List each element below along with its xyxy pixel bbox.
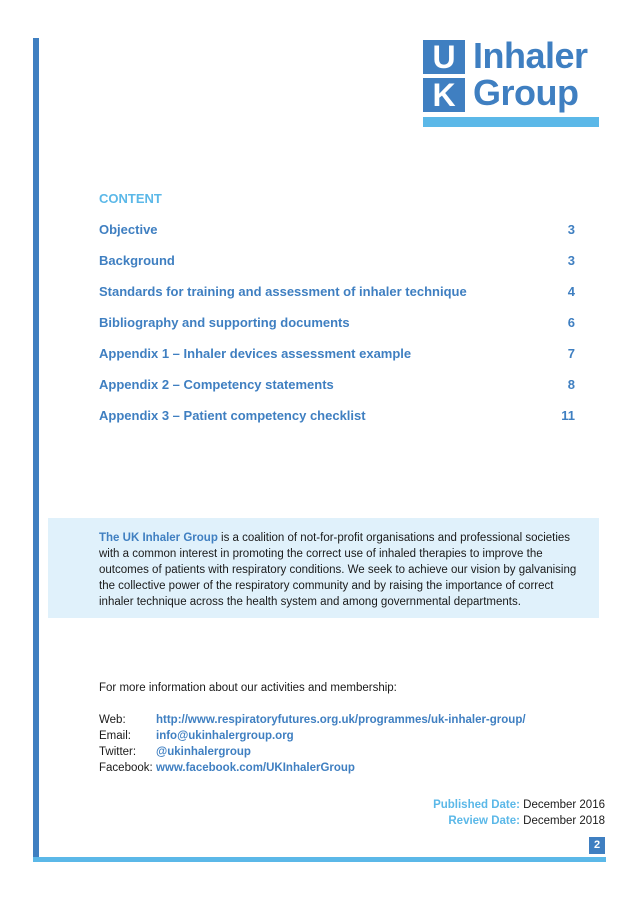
toc-item-title: Background (99, 253, 175, 268)
toc-item-page: 3 (567, 253, 575, 268)
toc-item-standards[interactable] (99, 284, 575, 315)
review-date-label: Review Date: (448, 815, 520, 827)
toc-item-objective[interactable] (99, 222, 575, 253)
contact-row-facebook (99, 760, 526, 776)
more-info-text: For more information about our activities and membership: (99, 682, 397, 694)
contact-label: Facebook: (99, 762, 153, 774)
published-date-label: Published Date: (433, 799, 520, 811)
toc-item-title: Appendix 1 – Inhaler devices assessment example (99, 346, 412, 361)
twitter-link[interactable]: @ukinhalergroup (156, 746, 251, 758)
logo-letter-k: K (423, 78, 465, 112)
toc-item-title: Objective (99, 222, 158, 237)
toc-item-page: 3 (567, 222, 575, 237)
logo-word-inhaler: Inhaler (473, 35, 588, 76)
document-dates (433, 797, 605, 829)
toc-item-background[interactable] (99, 253, 575, 284)
contact-row-web (99, 712, 526, 728)
toc-item-appendix-2[interactable] (99, 377, 575, 408)
toc-item-appendix-1[interactable] (99, 346, 575, 377)
left-accent-bar (33, 38, 39, 858)
toc-item-page: 11 (561, 408, 575, 423)
published-date-value: December 2016 (519, 799, 605, 811)
toc-item-page: 6 (567, 315, 575, 330)
logo-uk-boxes (423, 40, 465, 116)
toc-item-title: Appendix 2 – Competency statements (99, 377, 334, 392)
email-link[interactable]: info@ukinhalergroup.org (156, 730, 294, 742)
toc-item-page: 8 (567, 377, 575, 392)
toc-item-page: 7 (567, 346, 575, 361)
table-of-contents (99, 222, 575, 439)
contact-label: Web: (99, 714, 126, 726)
toc-item-page: 4 (567, 284, 575, 299)
logo-underline-bar (423, 117, 599, 127)
logo-wordmark (473, 37, 588, 111)
toc-heading: CONTENT (99, 191, 162, 206)
bottom-accent-bar (33, 857, 606, 862)
about-org-name: The UK Inhaler Group (99, 532, 218, 544)
facebook-link[interactable]: www.facebook.com/UKInhalerGroup (156, 762, 355, 774)
uk-inhaler-group-logo (423, 35, 599, 132)
toc-item-title: Bibliography and supporting documents (99, 315, 350, 330)
contact-label: Email: (99, 730, 131, 742)
contact-row-email (99, 728, 526, 744)
review-date (433, 813, 605, 829)
about-text: is a coalition of not-for-profit organisations and professional societies with a common interest in promoting the correct use of inhaled therapies to improve the outcomes of patients with respiratory conditions. We seek to achieve our vision by galvanising the collective power of the respiratory community and by raising the importance of correct inhaler technique across the health system and among governmental departments. (99, 532, 577, 608)
toc-item-appendix-3[interactable] (99, 408, 575, 439)
review-date-value: December 2018 (519, 815, 605, 827)
published-date (433, 797, 605, 813)
about-panel (48, 518, 599, 618)
logo-word-group: Group (473, 72, 579, 113)
toc-item-title: Standards for training and assessment of inhaler technique (99, 284, 467, 299)
contact-list (99, 712, 526, 776)
toc-item-bibliography[interactable] (99, 315, 575, 346)
logo-letter-u: U (423, 40, 465, 74)
contact-label: Twitter: (99, 746, 137, 758)
page-number-badge: 2 (589, 837, 605, 854)
web-link[interactable]: http://www.respiratoryfutures.org.uk/programmes/uk-inhaler-group/ (156, 714, 526, 726)
contact-row-twitter (99, 744, 526, 760)
toc-item-title: Appendix 3 – Patient competency checklist (99, 408, 366, 423)
